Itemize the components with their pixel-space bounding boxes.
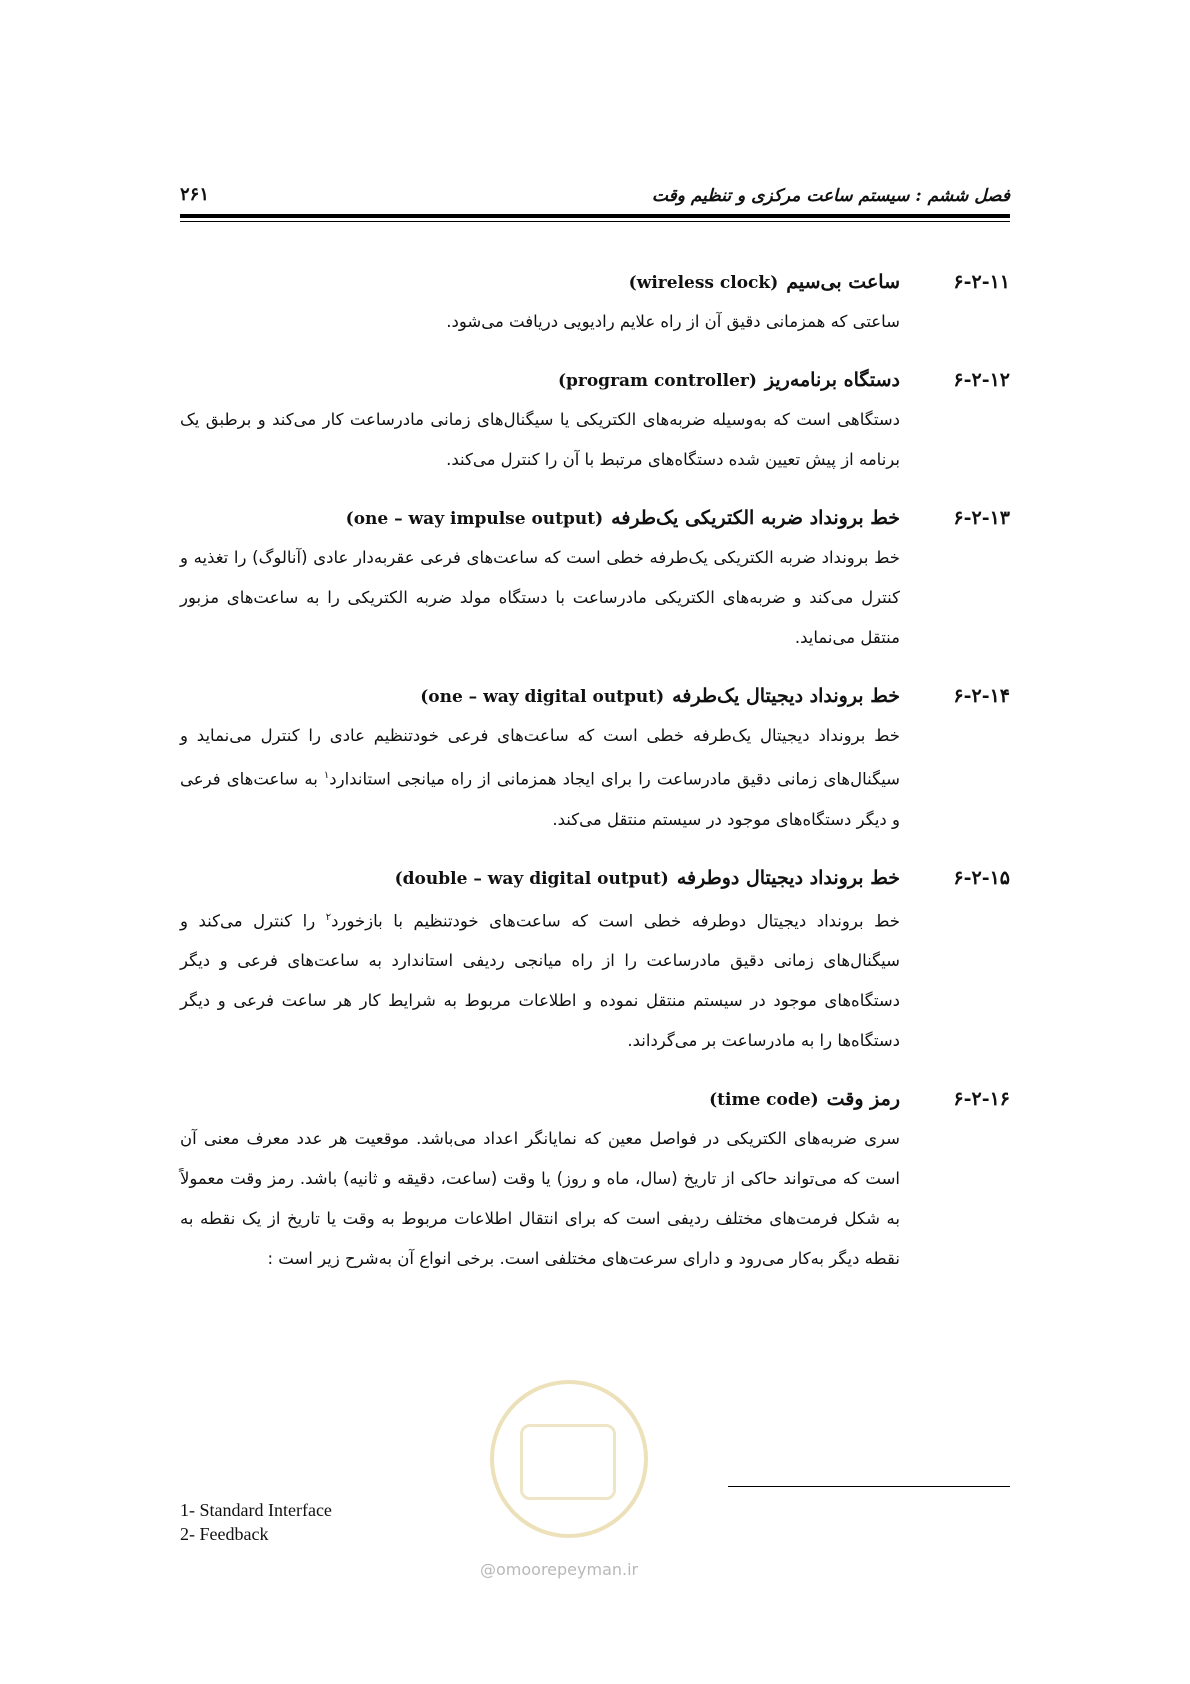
chapter-title: فصل ششم : سیستم ساعت مرکزی و تنظیم وقت: [651, 186, 1010, 206]
section-number: ۶-۲-۱۶: [953, 1088, 1010, 1110]
section-heading: [180, 1079, 1010, 1119]
footnotes: [180, 1498, 332, 1546]
section-number: ۶-۲-۱۵: [953, 866, 1010, 889]
body-text: به ساعت‌های فرعی و دیگر دستگاه‌های موجود در سیستم منتقل می‌کند.: [180, 769, 900, 829]
section-heading: [180, 360, 1010, 400]
section-15: [180, 858, 1010, 1062]
header-rule-thin: [180, 221, 1010, 222]
section-title: خط برونداد دیجیتال یک‌طرفه: [672, 685, 900, 707]
section-title: رمز وقت: [826, 1088, 900, 1110]
watermark-text: @omoorepeyman.ir: [480, 1560, 639, 1579]
section-english-term: (one – way impulse output): [345, 509, 604, 529]
section-body: خط برونداد ضربه الکتریکی یک‌طرفه خطی است که ساعت‌های فرعی عقربه‌دار عادی (آنالوگ) را تغذیه و کنترل می‌کند و ضربه‌های الکتریکی مادرساعت با دستگاه مولد ضربه الکتریکی را به ساعت‌های مزبور منتقل می‌نماید.: [180, 548, 900, 647]
section-title: خط برونداد ضربه الکتریکی یک‌طرفه: [611, 507, 900, 529]
body-text: را کنترل می‌کند و سیگنال‌های زمانی دقیق مادرساعت را از راه میانجی ردیفی استاندارد به ساعت‌های فرعی و دیگر دستگاه‌های موجود در سیستم منتقل نموده و اطلاعات مربوط به شرایط کار هر ساعت فرعی و دیگر دستگاه‌ها را به مادرساعت بر می‌گرداند.: [180, 911, 900, 1050]
section-heading: [180, 262, 1010, 302]
section-english-term: (program controller): [557, 371, 757, 391]
section-11: [180, 262, 1010, 342]
section-number: ۶-۲-۱۳: [953, 507, 1010, 529]
footnote-1: 1- Standard Interface: [180, 1500, 332, 1520]
section-english-term: (time code): [709, 1090, 819, 1110]
section-title: دستگاه برنامه‌ریز: [764, 369, 900, 391]
footnote-ref: ۲: [325, 911, 332, 923]
section-english-term: (double – way digital output): [394, 868, 669, 889]
section-body: [180, 898, 900, 1062]
section-number: ۶-۲-۱۲: [953, 369, 1010, 391]
footnote-ref: ۱: [323, 770, 330, 781]
footnote-rule: [728, 1486, 1010, 1487]
header-rule-thick: [180, 214, 1010, 218]
section-english-term: (one – way digital output): [420, 687, 665, 707]
footnote-2: 2- Feedback: [180, 1524, 269, 1544]
watermark-seal-emblem: [520, 1424, 616, 1500]
section-title: ساعت بی‌سیم: [786, 271, 900, 293]
section-12: [180, 360, 1010, 480]
watermark-seal: [490, 1380, 648, 1538]
section-number: ۶-۲-۱۴: [953, 685, 1010, 707]
section-body: [180, 716, 900, 840]
section-title: خط برونداد دیجیتال دوطرفه: [676, 866, 900, 889]
body-text: خط برونداد دیجیتال یک‌طرفه خطی است که ساعت‌های فرعی خودتنظیم عادی را کنترل می‌نماید و سیگنال‌های زمانی دقیق مادرساعت را برای ایجاد همزمانی از راه میانجی استاندارد: [180, 726, 900, 789]
page-number: ۲۶۱: [180, 184, 210, 205]
section-16: [180, 1079, 1010, 1279]
section-heading: [180, 676, 1010, 716]
section-heading: [180, 498, 1010, 538]
section-13: [180, 498, 1010, 658]
section-body: سری ضربه‌های الکتریکی در فواصل معین که نمایانگر اعداد می‌باشد. موقعیت هر عدد معرف معنی آن است که می‌تواند حاکی از تاریخ (سال، ماه و روز) یا وقت (ساعت، دقیقه و ثانیه) باشد. رمز وقت معمولاً به شکل فرمت‌های مختلف ردیفی است که برای انتقال اطلاعات مربوط به وقت یا تاریخ از یک نقطه به نقطه دیگر به‌کار می‌رود و دارای سرعت‌های مختلفی است. برخی انواع آن به‌شرح زیر است :: [180, 1129, 900, 1268]
main-content: [180, 262, 1010, 1297]
section-body: دستگاهی است که به‌وسیله ضربه‌های الکتریکی یا سیگنال‌های زمانی مادرساعت کار می‌کند و برطبق یک برنامه از پیش تعیین شده دستگاه‌های مرتبط با آن را کنترل می‌کند.: [180, 410, 900, 469]
page-header: [180, 182, 1010, 218]
body-text: خط برونداد دیجیتال دوطرفه خطی است که ساعت‌های خودتنظیم با بازخورد: [331, 911, 900, 930]
section-number: ۶-۲-۱۱: [953, 271, 1010, 293]
section-14: [180, 676, 1010, 840]
section-body: ساعتی که همزمانی دقیق آن از راه علایم رادیویی دریافت می‌شود.: [446, 312, 900, 331]
section-english-term: (wireless clock): [628, 273, 779, 293]
section-heading: [180, 858, 1010, 898]
